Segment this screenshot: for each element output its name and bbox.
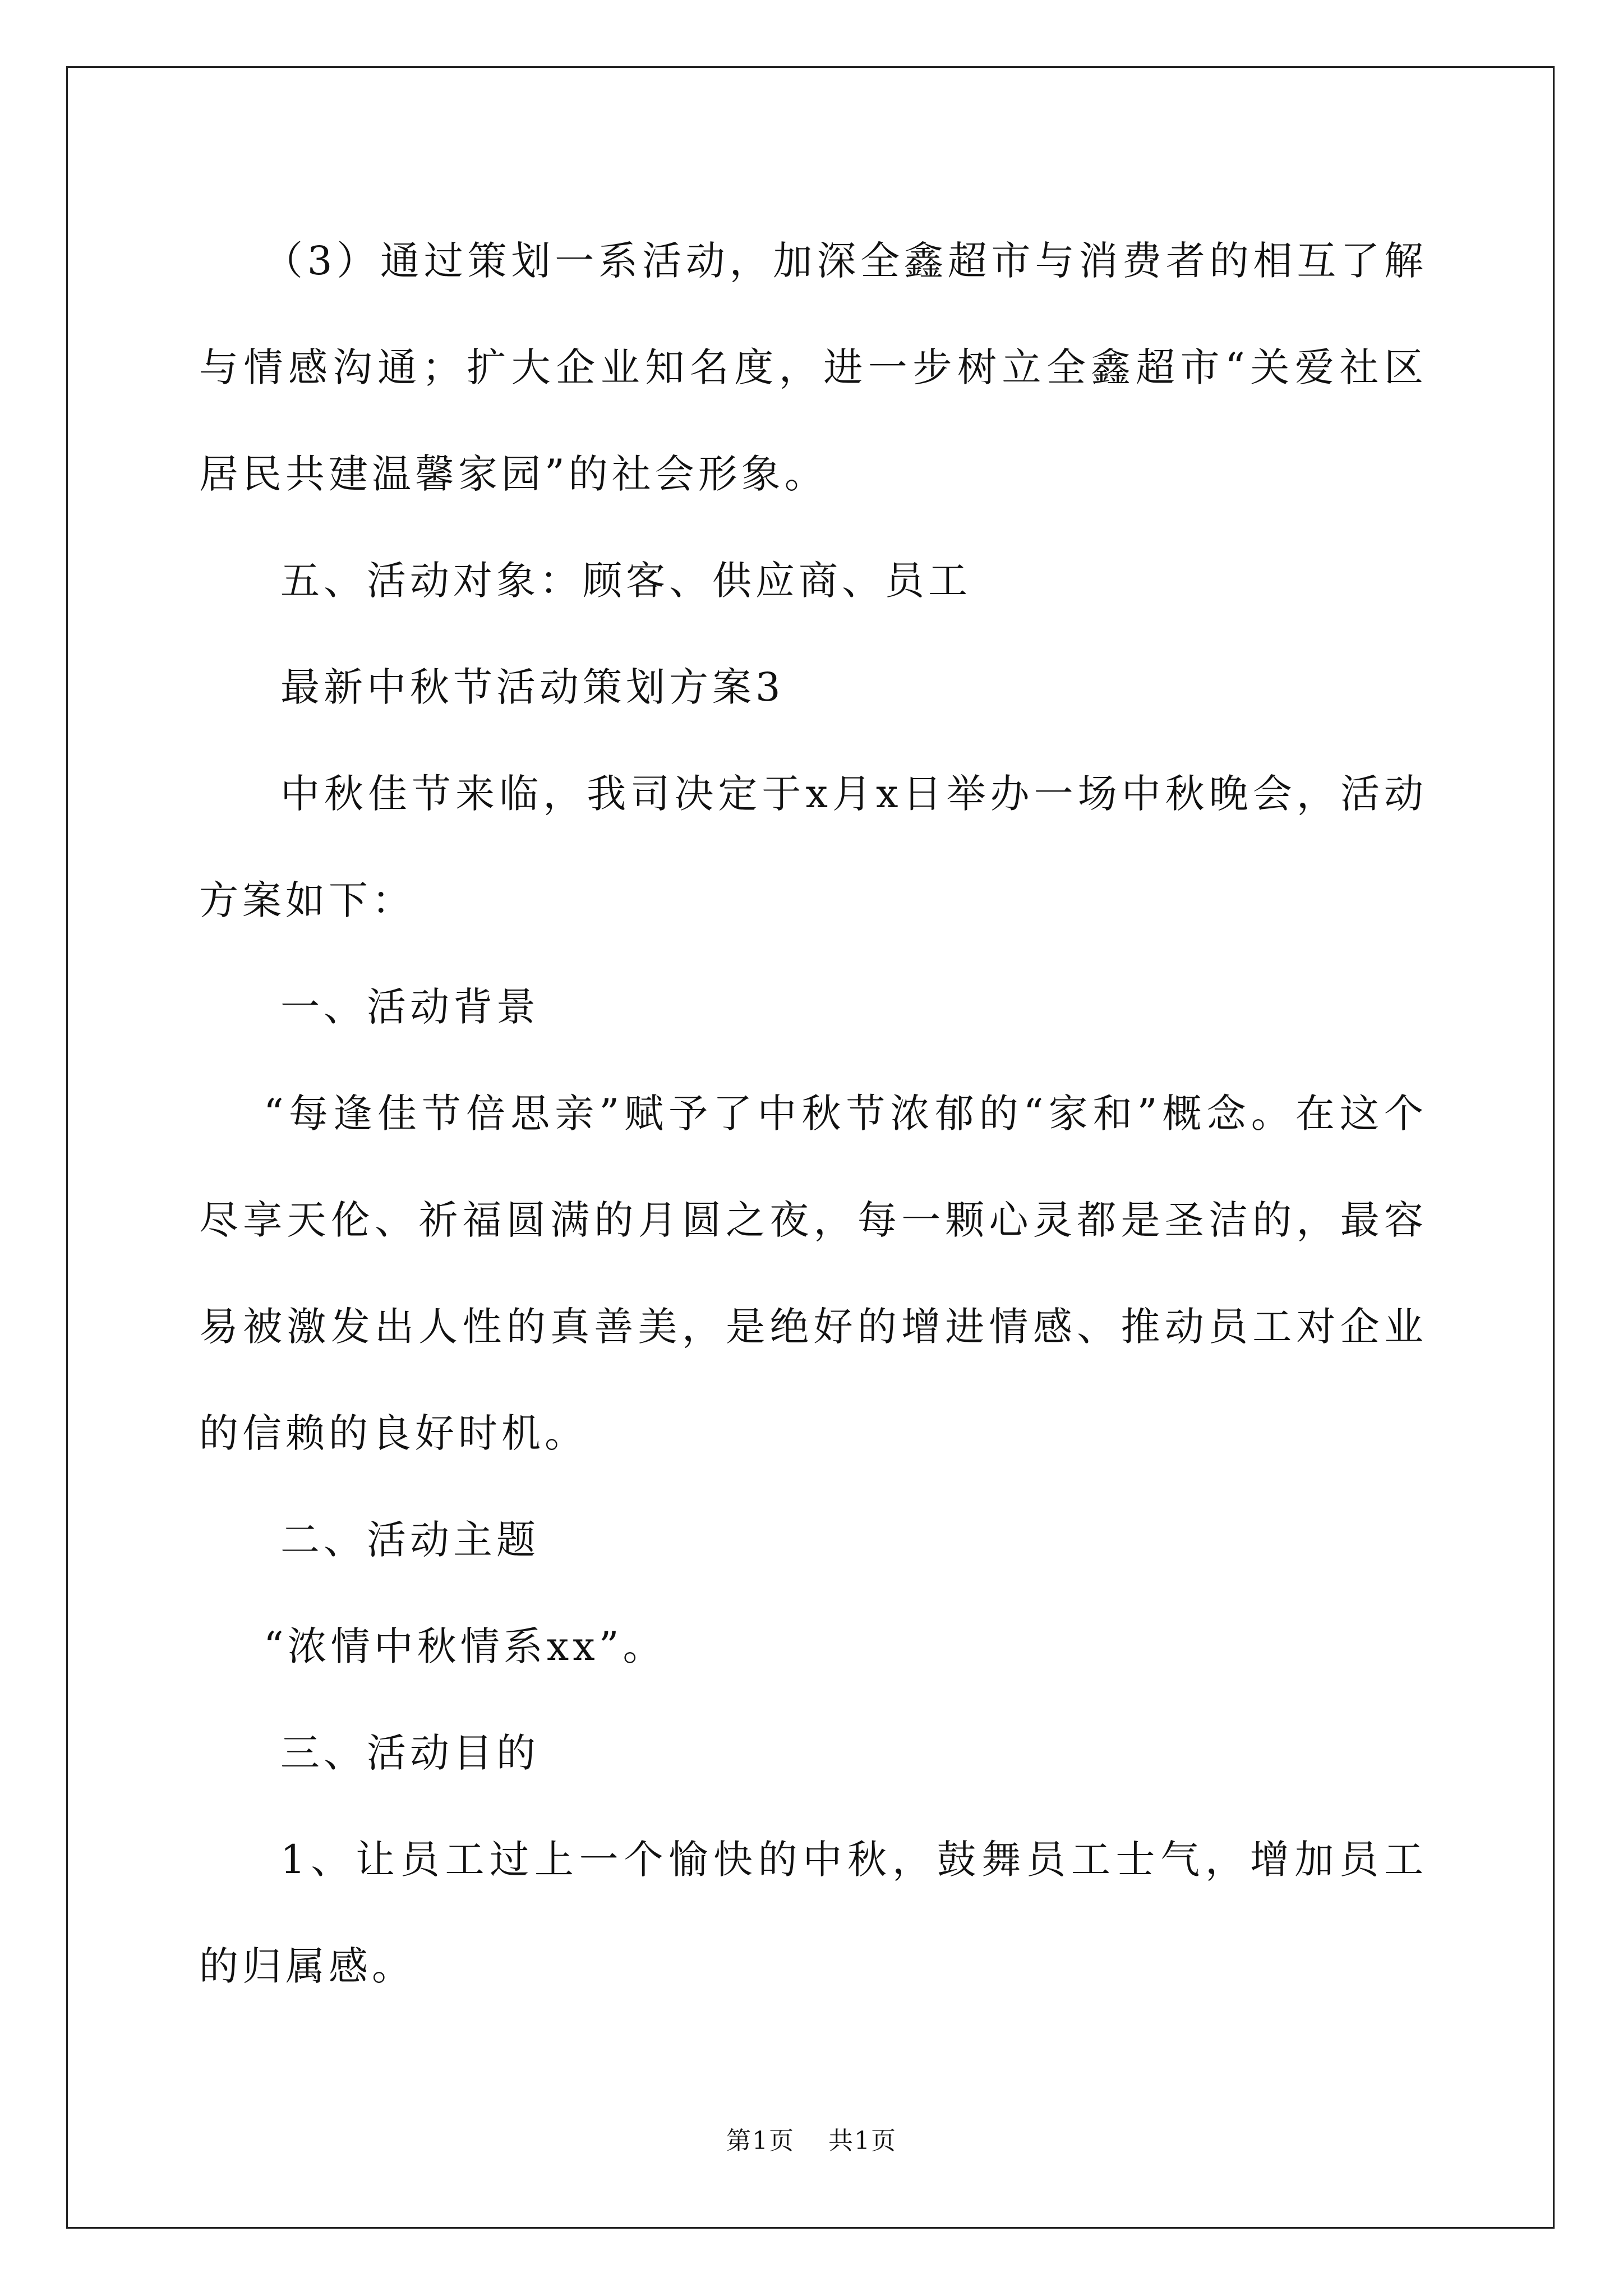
section-heading-background: 一、活动背景 bbox=[280, 984, 540, 1030]
paragraph-purpose-1: 1、让员工过上一个愉快的中秋，鼓舞员工士气，增加员工的归属感。 bbox=[199, 1837, 1427, 1989]
section-heading-purpose: 三、活动目的 bbox=[280, 1730, 540, 1776]
page-footer bbox=[0, 2120, 1623, 2156]
section-heading-theme: 二、活动主题 bbox=[280, 1517, 540, 1563]
document-body bbox=[199, 208, 1427, 2019]
page-number: 第1页 bbox=[726, 2127, 795, 2155]
page-total: 共1页 bbox=[828, 2127, 897, 2155]
paragraph-objective-3: （3）通过策划一系活动，加深全鑫超市与消费者的相互了解与情感沟通；扩大企业知名度，进一步树立全鑫超市“关爱社区居民共建温馨家园”的社会形象。 bbox=[199, 238, 1427, 497]
section-heading-activity-targets: 五、活动对象：顾客、供应商、员工 bbox=[280, 558, 971, 604]
plan-title: 最新中秋节活动策划方案3 bbox=[280, 664, 785, 710]
paragraph-theme: “浓情中秋情系xx”。 bbox=[264, 1623, 666, 1669]
paragraph-background: “每逢佳节倍思亲”赋予了中秋节浓郁的“家和”概念。在这个尽享天伦、祈福圆满的月圆之夜，每一颗心灵都是圣洁的，最容易被激发出人性的真善美，是绝好的增进情感、推动员工对企业的信赖的良好时机。 bbox=[199, 1091, 1427, 1456]
paragraph-intro: 中秋佳节来临，我司决定于x月x日举办一场中秋晚会，活动方案如下： bbox=[199, 771, 1427, 923]
